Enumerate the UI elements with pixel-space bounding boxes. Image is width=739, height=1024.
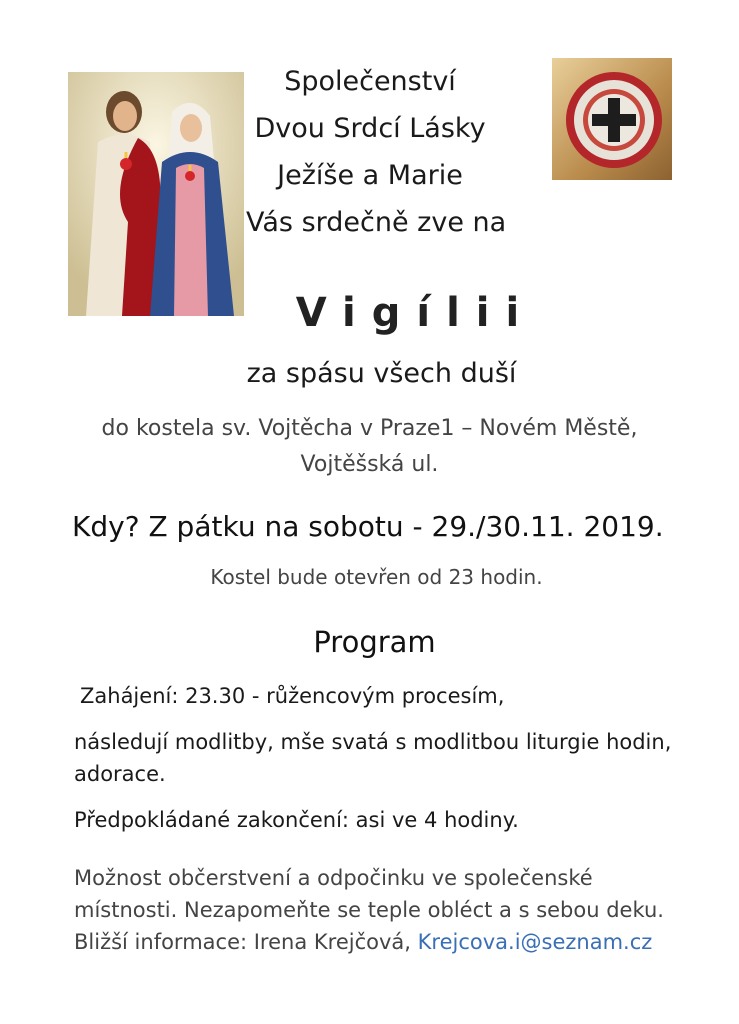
location-line-2: Vojtěšská ul.: [300, 452, 439, 477]
footer-line-3: [74, 930, 652, 954]
sacred-hearts-image: [68, 72, 244, 316]
location-line-1: do kostela sv. Vojtěcha v Praze1 – Novém Městě,: [101, 416, 638, 441]
header-line-1: Společenství: [284, 66, 456, 97]
program-heading: Program: [313, 625, 436, 659]
program-line-3: adorace.: [74, 762, 166, 786]
footer-line-1: Možnost občerstvení a odpočinku ve společenské: [74, 866, 593, 890]
header-line-3: Ježíše a Marie: [277, 160, 463, 191]
cross-seal-image: [552, 58, 672, 180]
event-subtitle: za spásu všech duší: [246, 358, 517, 389]
program-line-1: Zahájení: 23.30 - růžencovým procesím,: [80, 684, 505, 708]
contact-label: Bližší informace: Irena Krejčová,: [74, 930, 418, 954]
program-line-2: následují modlitby, mše svatá s modlitbou liturgie hodin,: [74, 730, 672, 754]
program-line-4: Předpokládané zakončení: asi ve 4 hodiny.: [74, 808, 519, 832]
church-open-time: Kostel bude otevřen od 23 hodin.: [210, 565, 543, 589]
header-line-4: Vás srdečně zve na: [246, 207, 507, 238]
header-line-2: Dvou Srdcí Lásky: [254, 113, 486, 144]
event-date: Kdy? Z pátku na sobotu - 29./30.11. 2019.: [72, 510, 664, 543]
contact-email-link[interactable]: Krejcova.i@seznam.cz: [417, 930, 653, 954]
event-title: Vigílii: [295, 290, 536, 336]
footer-line-2: místnosti. Nezapomeňte se teple obléct a s sebou deku.: [74, 898, 664, 922]
